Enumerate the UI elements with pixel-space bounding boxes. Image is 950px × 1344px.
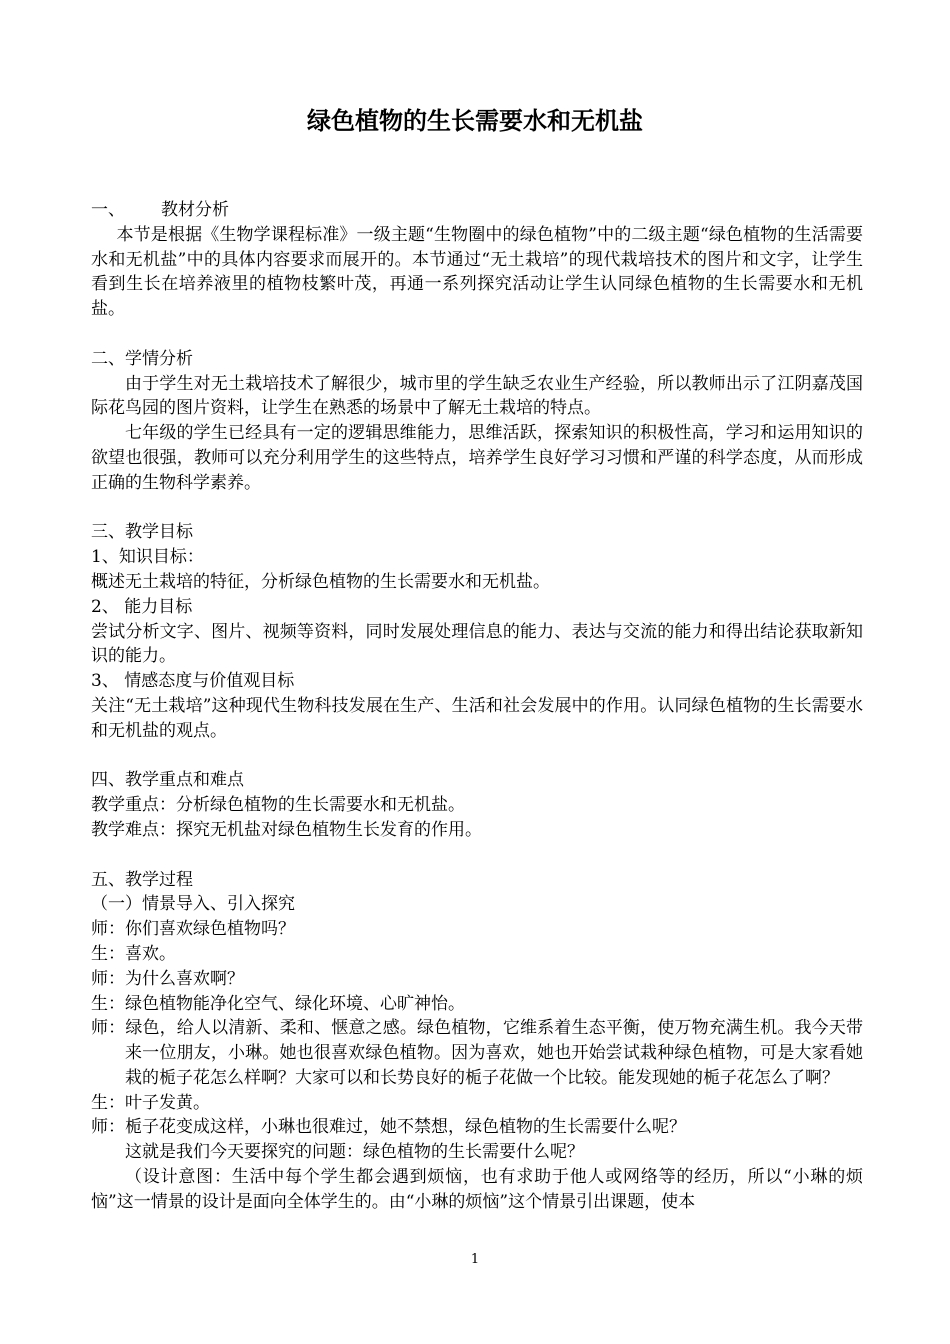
design-intent-paragraph: （设计意图：生活中每个学生都会遇到烦恼，也有求助于他人或网络等的经历，所以“小琳的烦恼”这一情景的设计是面向全体学生的。由“小琳的烦恼”这个情景引出课题，使本 xyxy=(91,1167,863,1212)
dialogue-line: 师：你们喜欢绿色植物吗？ xyxy=(91,919,295,940)
page-number: 1 xyxy=(470,1252,480,1267)
paragraph: 本节是根据《生物学课程标准》一级主题“生物圈中的绿色植物”中的二级主题“绿色植物的生活需要水和无机盐”中的具体内容要求而展开的。本节通过“无土栽培”的现代栽培技术的图片和文字，让学生看到生长在培养液里的植物枝繁叶茂，再通一系列探究活动让学生认同绿色植物的生长需要水和无机盐。 xyxy=(91,224,863,320)
paragraph: 七年级的学生已经具有一定的逻辑思维能力，思维活跃，探索知识的积极性高，学习和运用知识的欲望也很强，教师可以充分利用学生的这些特点，培养学生良好学习习惯和严谨的科学态度，从而形成正确的生物科学素养。 xyxy=(91,423,863,493)
section-heading-2: 二、学情分析 xyxy=(91,348,193,369)
teaching-difficulty: 教学难点：探究无机盐对绿色植物生长发育的作用。 xyxy=(91,819,482,840)
goal-text: 关注“无土栽培”这种现代生物科技发展在生产、生活和社会发展中的作用。认同绿色植物的生长需要水和无机盐的观点。 xyxy=(91,695,863,741)
goal-text: 尝试分析文字、图片、视频等资料，同时发展处理信息的能力、表达与交流的能力和得出结论获取新知识的能力。 xyxy=(91,621,863,667)
dialogue-line: 生：喜欢。 xyxy=(91,943,176,964)
dialogue-line: 生：叶子发黄。 xyxy=(91,1092,210,1113)
dialogue-line: 师：绿色，给人以清新、柔和、惬意之感。绿色植物，它维系着生态平衡，使万物充满生机。我今天带来一位朋友，小琳。她也很喜欢绿色植物。因为喜欢，她也开始尝试栽种绿色植物，可是大家看她栽的栀子花怎么样啊？大家可以和长势良好的栀子花做一个比较。能发现她的栀子花怎么了啊？ xyxy=(91,1018,863,1088)
section-heading-5: 五、教学过程 xyxy=(91,869,193,890)
goal-title: 1、知识目标： xyxy=(91,547,204,568)
dialogue-line: 这就是我们今天要探究的问题：绿色植物的生长需要什么呢？ xyxy=(125,1142,584,1163)
goal-title: 3、 情感态度与价值观目标 xyxy=(91,671,295,692)
subsection-heading: （一）情景导入、引入探究 xyxy=(91,894,295,915)
section-heading-4: 四、教学重点和难点 xyxy=(91,770,244,791)
goal-title: 2、 能力目标 xyxy=(91,596,193,617)
dialogue-line: 生：绿色植物能净化空气、绿化环境、心旷神怡。 xyxy=(91,993,465,1014)
document-title: 绿色植物的生长需要水和无机盐 xyxy=(307,107,643,135)
goal-text: 概述无土栽培的特征，分析绿色植物的生长需要水和无机盐。 xyxy=(91,571,550,592)
dialogue-line: 师：为什么喜欢啊？ xyxy=(91,968,244,989)
dialogue-line: 师：栀子花变成这样，小琳也很难过，她不禁想，绿色植物的生长需要什么呢？ xyxy=(91,1117,686,1138)
paragraph: 由于学生对无土栽培技术了解很少，城市里的学生缺乏农业生产经验，所以教师出示了江阴嘉茂国际花鸟园的图片资料，让学生在熟悉的场景中了解无土栽培的特点。 xyxy=(91,373,863,419)
section-heading-1 xyxy=(91,198,863,223)
section-title: 教材分析 xyxy=(161,200,229,220)
document-body xyxy=(91,198,863,1215)
teaching-key-point: 教学重点：分析绿色植物的生长需要水和无机盐。 xyxy=(91,795,465,816)
section-number: 一、 xyxy=(91,200,125,220)
section-heading-3: 三、教学目标 xyxy=(91,522,193,543)
